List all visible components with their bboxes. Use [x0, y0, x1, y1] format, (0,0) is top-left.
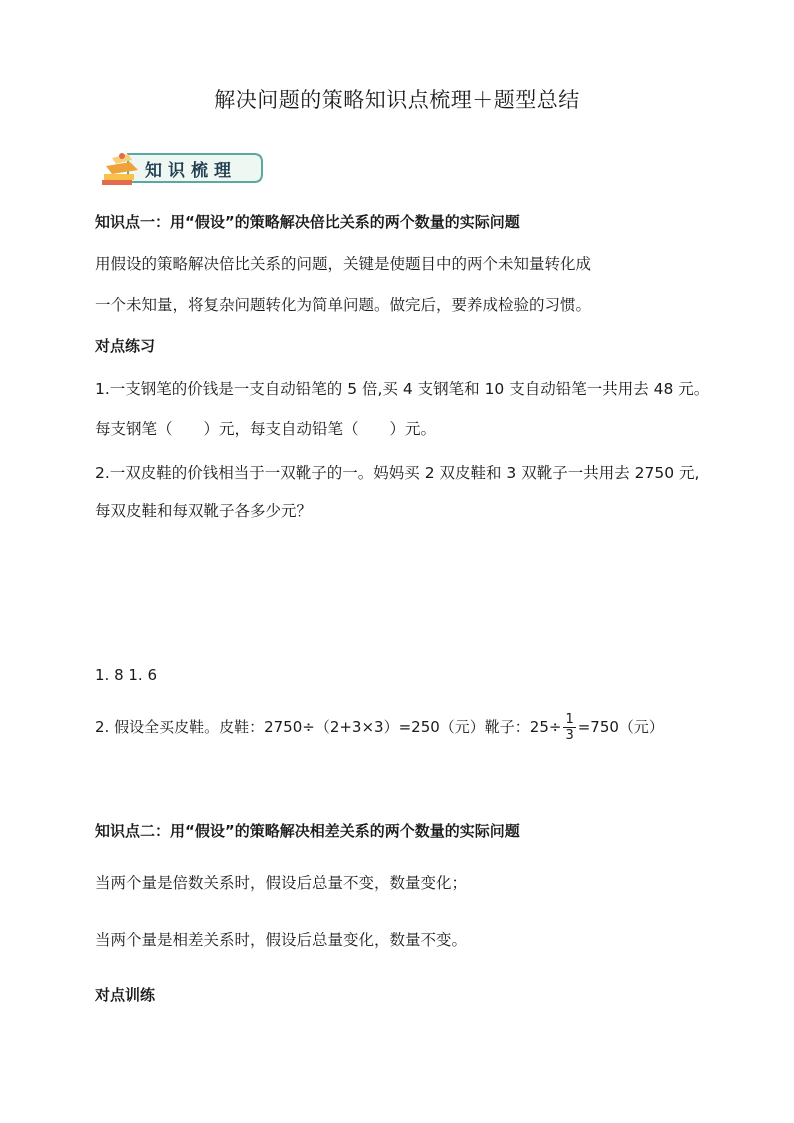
answer2 — [95, 712, 664, 743]
answer1: 1. 8 1. 6 — [95, 666, 158, 684]
question1-line2: 每支钢笔（ ）元，每支自动铅笔（ ）元。 — [95, 420, 437, 438]
page-title: 解决问题的策略知识点梳理＋题型总结 — [214, 88, 580, 112]
section2-line1: 当两个量是倍数关系时，假设后总量不变，数量变化； — [95, 874, 468, 892]
practice-title: 对点练习 — [95, 337, 156, 355]
answer2-text: 2. 假设全买皮鞋。皮鞋：2750÷（2+3×3）=250（元）靴子：25÷ — [95, 718, 562, 736]
question2-line2: 每双皮鞋和每双靴子各多少元？ — [95, 502, 313, 520]
fraction-denominator: 3 — [565, 728, 574, 743]
section1-paragraph-line1: 用假设的策略解决倍比关系的问题，关键是使题目中的两个未知量转化成 — [95, 255, 592, 273]
one-third-fraction — [563, 712, 575, 743]
knowledge-badge — [98, 148, 264, 188]
section2-line2: 当两个量是相差关系时，假设后总量变化，数量不变。 — [95, 931, 468, 949]
section1-paragraph-line2: 一个未知量，将复杂问题转化为简单问题。做完后，要养成检验的习惯。 — [95, 296, 592, 314]
training-title: 对点训练 — [95, 986, 156, 1004]
question2-line1: 2.一双皮鞋的价钱相当于一双靴子的一。妈妈买 2 双皮鞋和 3 双靴子一共用去 2750 元, — [95, 464, 700, 482]
section1-heading: 知识点一：用“假设”的策略解决倍比关系的两个数量的实际问题 — [95, 213, 520, 231]
answer2-result: =750（元） — [577, 718, 664, 736]
fraction-numerator: 1 — [565, 712, 574, 727]
section2-heading: 知识点二：用“假设”的策略解决相差关系的两个数量的实际问题 — [95, 822, 520, 840]
badge-label: 知识梳理 — [145, 161, 237, 181]
question1-line1: 1.一支钢笔的价钱是一支自动铅笔的 5 倍,买 4 支钢笔和 10 支自动铅笔一共用去 48 元。 — [95, 380, 710, 398]
